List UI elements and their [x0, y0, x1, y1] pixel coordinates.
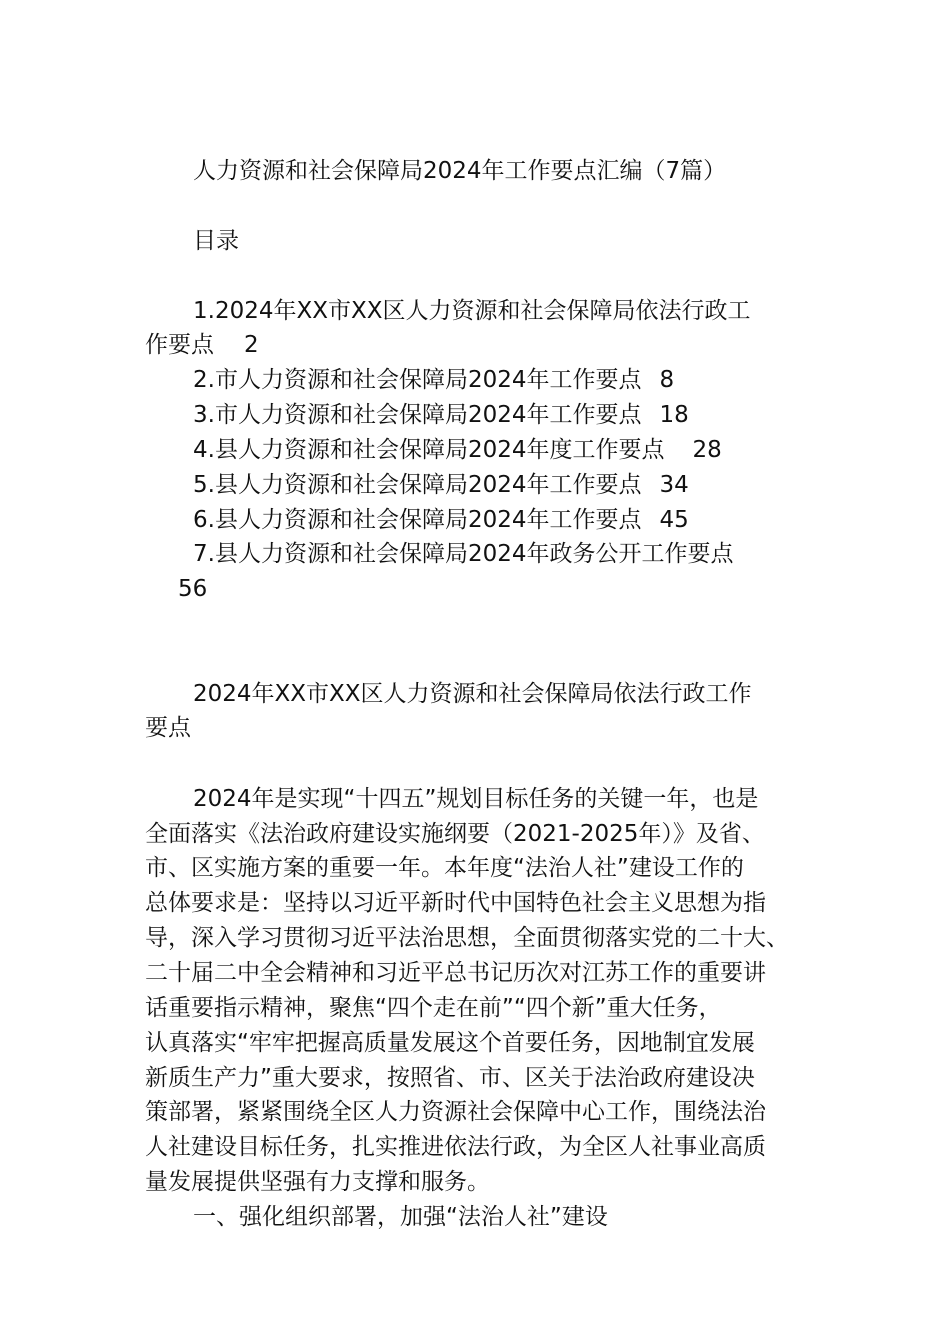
paragraph-line-12: 量发展提供坚强有力支撑和服务。 — [145, 1169, 490, 1195]
toc-item-4-page: 28 — [692, 437, 722, 463]
paragraph-line-8: 认真落实“牢牢把握高质量发展这个首要任务，因地制宜发展 — [145, 1030, 755, 1056]
paragraph-line-7: 话重要指示精神，聚焦“四个走在前”“四个新”重大任务， — [145, 995, 722, 1021]
paragraph-line-4: 总体要求是：坚持以习近平新时代中国特色社会主义思想为指 — [145, 890, 766, 916]
toc-item-2[interactable] — [193, 363, 674, 397]
toc-item-6[interactable] — [193, 503, 689, 537]
paragraph-line-3: 市、区实施方案的重要一年。本年度“法治人社”建设工作的 — [145, 855, 744, 881]
toc-item-3-page: 18 — [659, 402, 689, 428]
toc-item-2-text: 2.市人力资源和社会保障局2024年工作要点 — [193, 367, 642, 393]
section-title-line2: 要点 — [145, 715, 191, 741]
toc-item-5[interactable] — [193, 468, 689, 502]
toc-item-6-page: 45 — [659, 507, 689, 533]
paragraph-line-10: 策部署，紧紧围绕全区人力资源社会保障中心工作，围绕法治 — [145, 1099, 766, 1125]
toc-item-7-page-line — [178, 572, 207, 606]
document-title: 人力资源和社会保障局2024年工作要点汇编（7篇） — [193, 158, 727, 184]
toc-item-5-page: 34 — [659, 472, 689, 498]
toc-item-1-line1[interactable] — [193, 294, 751, 328]
paragraph-line-6: 二十届二中全会精神和习近平总书记历次对江苏工作的重要讲 — [145, 960, 766, 986]
toc-item-7-text: 7.县人力资源和社会保障局2024年政务公开工作要点 — [193, 541, 734, 567]
toc-item-1-page: 2 — [244, 332, 259, 358]
toc-item-3-text: 3.市人力资源和社会保障局2024年工作要点 — [193, 402, 642, 428]
paragraph-line-9: 新质生产力”重大要求，按照省、市、区关于法治政府建设决 — [145, 1065, 755, 1091]
toc-item-4-text: 4.县人力资源和社会保障局2024年度工作要点 — [193, 437, 665, 463]
toc-item-2-page: 8 — [659, 367, 675, 393]
section-title-line1: 2024年XX市XX区人力资源和社会保障局依法行政工作 — [193, 681, 752, 707]
paragraph-line-1: 2024年是实现“十四五”规划目标任务的关键一年，也是 — [193, 786, 759, 812]
paragraph-line-2: 全面落实《法治政府建设实施纲要（2021-2025年）》及省、 — [145, 821, 765, 847]
toc-item-4[interactable] — [193, 433, 722, 467]
toc-item-5-text: 5.县人力资源和社会保障局2024年工作要点 — [193, 472, 642, 498]
toc-item-6-text: 6.县人力资源和社会保障局2024年工作要点 — [193, 507, 642, 533]
toc-item-3[interactable] — [193, 398, 689, 432]
toc-heading: 目录 — [193, 228, 239, 254]
subheading-1: 一、强化组织部署，加强“法治人社”建设 — [193, 1204, 608, 1230]
toc-item-7[interactable] — [193, 537, 733, 571]
toc-item-1-line2[interactable] — [145, 328, 259, 362]
paragraph-line-5: 导，深入学习贯彻习近平法治思想，全面贯彻落实党的二十大、 — [145, 925, 789, 951]
toc-item-1-text-cont: 作要点 — [145, 332, 214, 358]
toc-item-7-page: 56 — [178, 576, 208, 602]
toc-item-1-text: 1.2024年XX市XX区人力资源和社会保障局依法行政工 — [193, 298, 751, 324]
paragraph-line-11: 人社建设目标任务，扎实推进依法行政，为全区人社事业高质 — [145, 1134, 766, 1160]
